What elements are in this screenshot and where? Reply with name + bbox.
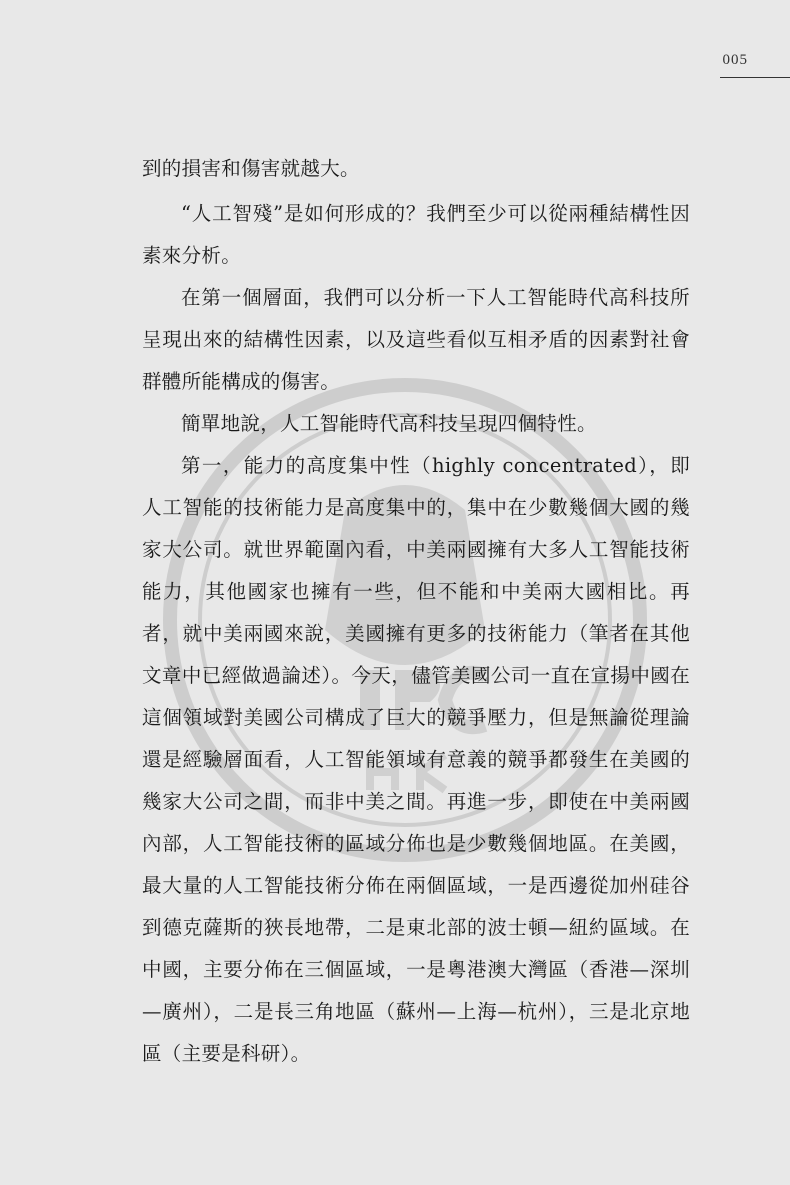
paragraph-5: 第一，能力的高度集中性（highly concentrated），即人工智能的技術能力是高度集中的，集中在少數幾個大國的幾家大公司。就世界範圍內看，中美兩國擁有大多人工智能技術能力，其他國家也擁有一些，但不能和中美兩大國相比。再者，就中美兩國來說，美國擁有更多的技術能力（筆者在其他文章中已經做過論述）。今天，儘管美國公司一直在宣揚中國在這個領域對美國公司構成了巨大的競爭壓力，但是無論從理論還是經驗層面看，人工智能領域有意義的競爭都發生在美國的幾家大公司之間，而非中美之間。再進一步，即使在中美兩國內部，人工智能技術的區域分佈也是少數幾個地區。在美國，最大量的人工智能技術分佈在兩個區域，一是西邊從加州硅谷到德克薩斯的狹長地帶，二是東北部的波士頓—紐約區域。在中國，主要分佈在三個區域，一是粵港澳大灣區（香港—深圳—廣州），二是長三角地區（蘇州—上海—杭州），三是北京地區（主要是科研）。 bbox=[142, 454, 690, 1065]
paragraph-4: 簡單地說，人工智能時代高科技呈現四個特性。 bbox=[181, 412, 597, 435]
header-rule bbox=[720, 77, 790, 78]
body-text bbox=[142, 148, 690, 1075]
paragraph-2: “人工智殘”是如何形成的？我們至少可以從兩種結構性因素來分析。 bbox=[142, 202, 690, 267]
paragraph-1: 到的損害和傷害就越大。 bbox=[142, 157, 360, 180]
paragraph-3: 在第一個層面，我們可以分析一下人工智能時代高科技所呈現出來的結構性因素，以及這些看似互相矛盾的因素對社會群體所能構成的傷害。 bbox=[142, 286, 690, 393]
page-number: 005 bbox=[722, 52, 748, 68]
